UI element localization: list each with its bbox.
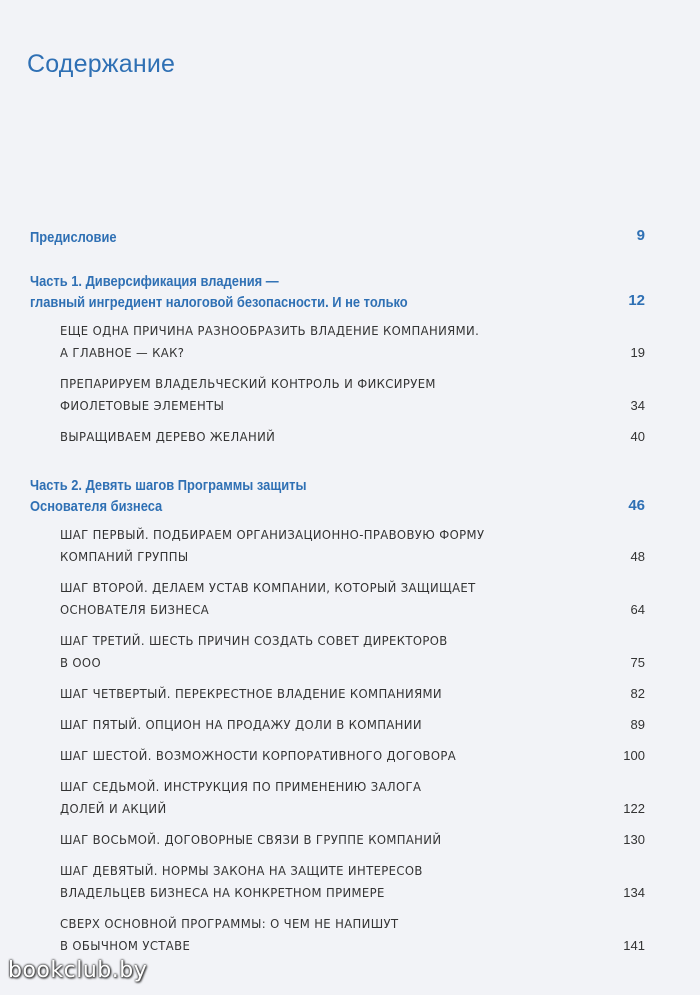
toc-chapter: ПРЕПАРИРУЕМ ВЛАДЕЛЬЧЕСКИЙ КОНТРОЛЬ И ФИКСИРУЕМ ФИОЛЕТОВЫЕ ЭЛЕМЕНТЫ <box>60 376 436 413</box>
watermark-logo: bookclub.by <box>8 958 148 983</box>
preface-page: 9 <box>636 227 645 244</box>
toc-chapter: ШАГ ВОСЬМОЙ. ДОГОВОРНЫЕ СВЯЗИ В ГРУППЕ КОМПАНИЙ <box>60 832 442 847</box>
part1-title: Часть 1. Диверсификация владения — главный ингредиент налоговой безопасности. И не только <box>30 273 408 311</box>
toc-chapter: ШАГ ПЕРВЫЙ. ПОДБИРАЕМ ОРГАНИЗАЦИОННО-ПРАВОВУЮ ФОРМУ КОМПАНИЙ ГРУППЫ <box>60 527 485 564</box>
toc-chapter: ШАГ СЕДЬМОЙ. ИНСТРУКЦИЯ ПО ПРИМЕНЕНИЮ ЗАЛОГА ДОЛЕЙ И АКЦИЙ <box>60 779 422 816</box>
toc-chapter: ВЫРАЩИВАЕМ ДЕРЕВО ЖЕЛАНИЙ <box>60 429 276 444</box>
toc-chapter-page: 75 <box>630 655 645 670</box>
toc-chapter-page: 100 <box>623 748 645 763</box>
toc-chapter: ШАГ ШЕСТОЙ. ВОЗМОЖНОСТИ КОРПОРАТИВНОГО ДОГОВОРА <box>60 748 457 763</box>
toc-chapter: ШАГ ТРЕТИЙ. ШЕСТЬ ПРИЧИН СОЗДАТЬ СОВЕТ ДИРЕКТОРОВ В ООО <box>60 633 448 670</box>
toc-chapter: ЕЩЕ ОДНА ПРИЧИНА РАЗНООБРАЗИТЬ ВЛАДЕНИЕ КОМПАНИЯМИ. А ГЛАВНОЕ — КАК? <box>60 323 480 360</box>
toc-chapter-page: 64 <box>630 602 645 617</box>
preface-title: Предисловие <box>30 229 117 246</box>
toc-chapter-page: 34 <box>630 398 645 413</box>
toc-chapter-page: 82 <box>630 686 645 701</box>
part1-page: 12 <box>628 292 645 309</box>
page-title: Содержание <box>27 50 176 78</box>
part2-title: Часть 2. Девять шагов Программы защиты Основателя бизнеса <box>30 477 307 515</box>
toc-chapter-page: 141 <box>623 938 645 953</box>
toc-chapter-page: 122 <box>623 801 645 816</box>
toc-chapter-page: 89 <box>630 717 645 732</box>
toc-chapter: ШАГ ПЯТЫЙ. ОПЦИОН НА ПРОДАЖУ ДОЛИ В КОМПАНИИ <box>60 717 422 732</box>
toc-chapter: ШАГ ЧЕТВЕРТЫЙ. ПЕРЕКРЕСТНОЕ ВЛАДЕНИЕ КОМПАНИЯМИ <box>60 686 442 701</box>
toc-chapter-page: 40 <box>630 429 645 444</box>
toc-chapter: ШАГ ДЕВЯТЫЙ. НОРМЫ ЗАКОНА НА ЗАЩИТЕ ИНТЕРЕСОВ ВЛАДЕЛЬЦЕВ БИЗНЕСА НА КОНКРЕТНОМ ПРИМЕРЕ <box>60 863 423 900</box>
toc-chapter-page: 19 <box>630 345 645 360</box>
toc-chapter: СВЕРХ ОСНОВНОЙ ПРОГРАММЫ: О ЧЕМ НЕ НАПИШУТ В ОБЫЧНОМ УСТАВЕ <box>60 916 399 953</box>
part2-page: 46 <box>628 497 645 514</box>
toc-chapter-page: 134 <box>623 885 645 900</box>
toc-chapter-page: 130 <box>623 832 645 847</box>
toc-chapter: ШАГ ВТОРОЙ. ДЕЛАЕМ УСТАВ КОМПАНИИ, КОТОРЫЙ ЗАЩИЩАЕТ ОСНОВАТЕЛЯ БИЗНЕСА <box>60 580 476 617</box>
toc-chapter-page: 48 <box>630 549 645 564</box>
